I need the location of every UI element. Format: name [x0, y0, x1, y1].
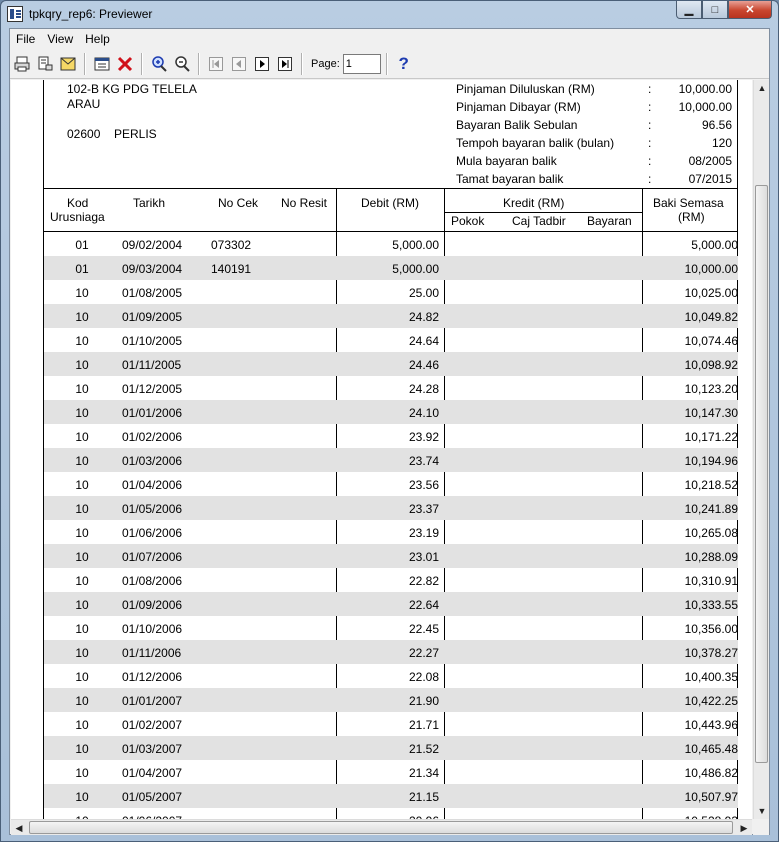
- row-tarikh: 01/03/2006: [122, 454, 183, 468]
- table-row: [44, 640, 738, 664]
- row-tarikh: 01/04/2006: [122, 478, 183, 492]
- row-baki-semasa: 10,265.08: [684, 526, 738, 540]
- horizontal-scroll-thumb[interactable]: [29, 821, 733, 834]
- export-button[interactable]: [57, 53, 79, 75]
- header-caj-tadbir: Caj Tadbir: [512, 214, 566, 228]
- header-kredit: Kredit (RM): [503, 196, 565, 210]
- row-baki-semasa: 10,025.00: [684, 286, 738, 300]
- row-baki-semasa: 5,000.00: [691, 238, 738, 252]
- row-kod: 01: [75, 238, 89, 252]
- report-page: [11, 80, 752, 819]
- envelope-icon: [59, 55, 77, 73]
- row-tarikh: 01/01/2007: [122, 694, 183, 708]
- zoom-out-icon: [173, 55, 191, 73]
- header-top-line: [43, 188, 738, 189]
- minimize-button[interactable]: [676, 1, 702, 19]
- header-bayaran: Bayaran: [587, 214, 632, 228]
- row-kod: 10: [75, 454, 89, 468]
- row-tarikh: 01/10/2006: [122, 622, 183, 636]
- arrow-down-icon: ▼: [757, 806, 767, 816]
- summary-label: Tamat bayaran balik: [456, 172, 564, 186]
- row-baki-semasa: 10,123.20: [684, 382, 738, 396]
- row-kod: 10: [75, 334, 89, 348]
- toolbar-separator: [84, 53, 85, 75]
- toolbar: [10, 49, 769, 79]
- arrow-up-icon: ▲: [757, 83, 767, 93]
- row-debit: 22.82: [408, 574, 439, 588]
- row-tarikh: 01/06/2006: [122, 526, 183, 540]
- row-kod: 10: [75, 790, 89, 804]
- row-debit: 24.46: [408, 358, 439, 372]
- row-kod: 10: [75, 478, 89, 492]
- header-baki-semasa: Baki Semasa: [653, 196, 724, 210]
- row-kod: 10: [75, 574, 89, 588]
- row-debit: 22.64: [408, 598, 439, 612]
- close-preview-button[interactable]: [114, 53, 136, 75]
- table-row: [44, 352, 738, 376]
- summary-value: 10,000.00: [678, 82, 732, 96]
- table-row: [44, 616, 738, 640]
- table-row: [44, 496, 738, 520]
- row-tarikh: 01/10/2005: [122, 334, 183, 348]
- table-row: [44, 664, 738, 688]
- row-debit: 24.10: [408, 406, 439, 420]
- summary-label: Pinjaman Dibayar (RM): [456, 100, 581, 114]
- previous-page-button[interactable]: [228, 53, 250, 75]
- question-mark-icon: ?: [398, 53, 409, 73]
- row-kod: 10: [75, 550, 89, 564]
- address-line-2: ARAU: [67, 97, 101, 111]
- table-row: [44, 472, 738, 496]
- header-tarikh: Tarikh: [133, 196, 166, 210]
- row-kod: 10: [75, 310, 89, 324]
- table-row: [44, 304, 738, 328]
- row-debit: 25.00: [408, 286, 439, 300]
- row-tarikh: 01/12/2005: [122, 382, 183, 396]
- client-area: [9, 28, 770, 835]
- summary-value: 10,000.00: [678, 100, 732, 114]
- row-debit: 5,000.00: [392, 238, 439, 252]
- toolbar-separator: [301, 53, 302, 75]
- row-tarikh: 09/02/2004: [122, 238, 183, 252]
- row-kod: 10: [75, 358, 89, 372]
- row-baki-semasa: 10,507.97: [684, 790, 738, 804]
- table-row: [44, 328, 738, 352]
- row-debit: 23.19: [408, 526, 439, 540]
- row-kod: 10: [75, 766, 89, 780]
- row-baki-semasa: 10,098.92: [684, 358, 738, 372]
- summary-colon: :: [648, 154, 652, 168]
- scroll-up-button[interactable]: [754, 80, 770, 96]
- header-pokok: Pokok: [451, 214, 485, 228]
- row-tarikh: 01/02/2006: [122, 430, 183, 444]
- kredit-subheader-line: [444, 212, 642, 213]
- row-debit: 22.08: [408, 670, 439, 684]
- row-baki-semasa: 10,194.96: [684, 454, 738, 468]
- row-debit: 21.90: [408, 694, 439, 708]
- window-icon: [93, 55, 111, 73]
- close-button[interactable]: [728, 1, 772, 19]
- row-baki-semasa: 10,241.89: [684, 502, 738, 516]
- row-debit: 24.64: [408, 334, 439, 348]
- first-page-button[interactable]: [205, 53, 227, 75]
- menu-view[interactable]: View: [47, 31, 74, 46]
- summary-colon: :: [648, 118, 652, 132]
- row-kod: 10: [75, 382, 89, 396]
- address-line-1: 102-B KG PDG TELELA: [67, 82, 197, 96]
- row-debit: 23.37: [408, 502, 439, 516]
- toolbar-separator: [386, 53, 387, 75]
- maximize-icon: □: [711, 3, 719, 16]
- row-baki-semasa: 10,465.48: [684, 742, 738, 756]
- row-baki-semasa: 10,333.55: [684, 598, 738, 612]
- row-debit: 5,000.00: [392, 262, 439, 276]
- last-page-button[interactable]: [274, 53, 296, 75]
- row-tarikh: 01/11/2005: [122, 358, 182, 372]
- header-urusniaga: Urusniaga: [50, 210, 105, 224]
- row-kod: 10: [75, 670, 89, 684]
- table-row: [44, 760, 738, 784]
- row-tarikh: 01/12/2006: [122, 670, 183, 684]
- scrollbar-corner: [753, 819, 769, 835]
- row-tarikh: 01/07/2006: [122, 550, 183, 564]
- header-no-resit: No Resit: [281, 196, 328, 210]
- row-tarikh: 01/04/2007: [122, 766, 183, 780]
- row-tarikh: 01/05/2006: [122, 502, 183, 516]
- minimize-icon: ▁: [684, 4, 694, 16]
- row-tarikh: 01/09/2005: [122, 310, 183, 324]
- table-row: [44, 520, 738, 544]
- table-row: [44, 688, 738, 712]
- table-row: [44, 784, 738, 808]
- row-baki-semasa: 10,147.30: [684, 406, 738, 420]
- summary-label: Bayaran Balik Sebulan: [456, 118, 578, 132]
- row-baki-semasa: 10,288.09: [684, 550, 738, 564]
- row-no-cek: 073302: [211, 238, 252, 252]
- table-row: [44, 424, 738, 448]
- summary-value: 08/2005: [688, 154, 732, 168]
- row-tarikh: 01/11/2006: [122, 646, 182, 660]
- red-x-icon: [116, 55, 134, 73]
- zoom-in-icon: [150, 55, 168, 73]
- print-setup-icon: [36, 55, 54, 73]
- row-tarikh: 09/03/2004: [122, 262, 183, 276]
- window-controls: [676, 1, 772, 19]
- table-row: [44, 736, 738, 760]
- table-row: [44, 592, 738, 616]
- report-viewport[interactable]: [11, 80, 752, 819]
- row-debit: 21.34: [408, 766, 439, 780]
- row-baki-semasa: 10,400.35: [684, 670, 738, 684]
- last-page-icon: [278, 57, 292, 71]
- row-kod: 10: [75, 622, 89, 636]
- row-baki-semasa: 10,486.82: [684, 766, 738, 780]
- header-kod: Kod: [67, 196, 89, 210]
- row-kod: 10: [75, 406, 89, 420]
- summary-value: 07/2015: [688, 172, 732, 186]
- row-baki-semasa: 10,356.00: [684, 622, 738, 636]
- print-setup-button[interactable]: [34, 53, 56, 75]
- summary-label: Mula bayaran balik: [456, 154, 557, 168]
- title-bar[interactable]: [1, 1, 778, 27]
- row-debit: 21.15: [408, 790, 439, 804]
- row-debit: 22.45: [408, 622, 439, 636]
- row-baki-semasa: 10,310.91: [684, 574, 738, 588]
- row-baki-semasa: 10,443.96: [684, 718, 738, 732]
- header-baki-unit: (RM): [678, 210, 705, 224]
- row-debit: 24.28: [408, 382, 439, 396]
- row-debit: 23.92: [408, 430, 439, 444]
- row-debit: 23.74: [408, 454, 439, 468]
- scroll-down-button[interactable]: [754, 803, 770, 819]
- row-tarikh: 01/09/2006: [122, 598, 183, 612]
- window-title: tpkqry_rep6: Previewer: [29, 7, 153, 21]
- row-debit: 21.52: [408, 742, 439, 756]
- row-kod: 10: [75, 646, 89, 660]
- row-baki-semasa: 10,049.82: [684, 310, 738, 324]
- table-row: [44, 232, 738, 256]
- zoom-out-button[interactable]: [171, 53, 193, 75]
- row-tarikh: 01/08/2005: [122, 286, 183, 300]
- zoom-in-button[interactable]: [148, 53, 170, 75]
- row-debit: 21.71: [408, 718, 439, 732]
- menu-file[interactable]: File: [16, 31, 36, 46]
- row-debit: 22.27: [408, 646, 439, 660]
- row-debit: 24.82: [408, 310, 439, 324]
- row-baki-semasa: 10,422.25: [684, 694, 738, 708]
- address-state: PERLIS: [114, 127, 157, 141]
- summary-value: 120: [711, 136, 732, 150]
- row-kod: 10: [75, 502, 89, 516]
- page-setup-button[interactable]: [91, 53, 113, 75]
- row-baki-semasa: 10,074.46: [684, 334, 738, 348]
- header-debit: Debit (RM): [361, 196, 420, 210]
- help-button[interactable]: [393, 53, 415, 75]
- arrow-right-icon: ▶: [740, 822, 748, 833]
- previous-page-icon: [232, 57, 246, 71]
- arrow-left-icon: ◀: [15, 822, 23, 833]
- row-kod: 10: [75, 526, 89, 540]
- table-row: [44, 256, 738, 280]
- table-row: [44, 712, 738, 736]
- row-tarikh: 01/01/2006: [122, 406, 183, 420]
- menu-help[interactable]: Help: [85, 31, 110, 46]
- summary-value: 96.56: [701, 118, 732, 132]
- print-button[interactable]: [11, 53, 33, 75]
- summary-colon: :: [648, 82, 652, 96]
- maximize-button[interactable]: [702, 1, 728, 19]
- first-page-icon: [209, 57, 223, 71]
- toolbar-separator: [141, 53, 142, 75]
- row-baki-semasa: 10,218.52: [684, 478, 738, 492]
- menu-bar: [10, 29, 769, 48]
- table-row: [44, 544, 738, 568]
- table-row: [44, 400, 738, 424]
- row-kod: 10: [75, 598, 89, 612]
- row-baki-semasa: 10,378.27: [684, 646, 738, 660]
- page-label: Page:: [311, 57, 340, 70]
- row-tarikh: 01/05/2007: [122, 790, 183, 804]
- row-debit: 23.56: [408, 478, 439, 492]
- summary-label: Tempoh bayaran balik (bulan): [456, 136, 615, 150]
- next-page-icon: [255, 57, 269, 71]
- page-number-input[interactable]: [343, 54, 381, 74]
- summary-colon: :: [648, 172, 652, 186]
- table-row: [44, 568, 738, 592]
- vertical-scroll-thumb[interactable]: [755, 185, 768, 763]
- scroll-left-button[interactable]: [11, 820, 27, 836]
- app-icon[interactable]: [7, 6, 23, 22]
- summary-label: Pinjaman Diluluskan (RM): [456, 82, 595, 96]
- table-row: [44, 376, 738, 400]
- close-icon: ✕: [745, 4, 755, 16]
- row-baki-semasa: 10,171.22: [684, 430, 738, 444]
- row-debit: 23.01: [408, 550, 439, 564]
- horizontal-scrollbar[interactable]: [11, 819, 752, 835]
- scroll-right-button[interactable]: [736, 820, 752, 836]
- row-baki-semasa: 10,000.00: [684, 262, 738, 276]
- vertical-scrollbar[interactable]: [753, 80, 769, 819]
- table-row: [44, 448, 738, 472]
- row-kod: 10: [75, 742, 89, 756]
- row-kod: 10: [75, 694, 89, 708]
- table-row: [44, 280, 738, 304]
- printer-icon: [13, 55, 31, 73]
- row-kod: 10: [75, 718, 89, 732]
- row-kod: 10: [75, 430, 89, 444]
- summary-colon: :: [648, 100, 652, 114]
- row-no-cek: 140191: [211, 262, 252, 276]
- next-page-button[interactable]: [251, 53, 273, 75]
- row-kod: 01: [75, 262, 89, 276]
- summary-colon: :: [648, 136, 652, 150]
- row-tarikh: 01/02/2007: [122, 718, 183, 732]
- row-tarikh: 01/08/2006: [122, 574, 183, 588]
- row-tarikh: 01/03/2007: [122, 742, 183, 756]
- row-kod: 10: [75, 286, 89, 300]
- header-no-cek: No Cek: [218, 196, 259, 210]
- toolbar-separator: [198, 53, 199, 75]
- address-postcode: 02600: [67, 127, 101, 141]
